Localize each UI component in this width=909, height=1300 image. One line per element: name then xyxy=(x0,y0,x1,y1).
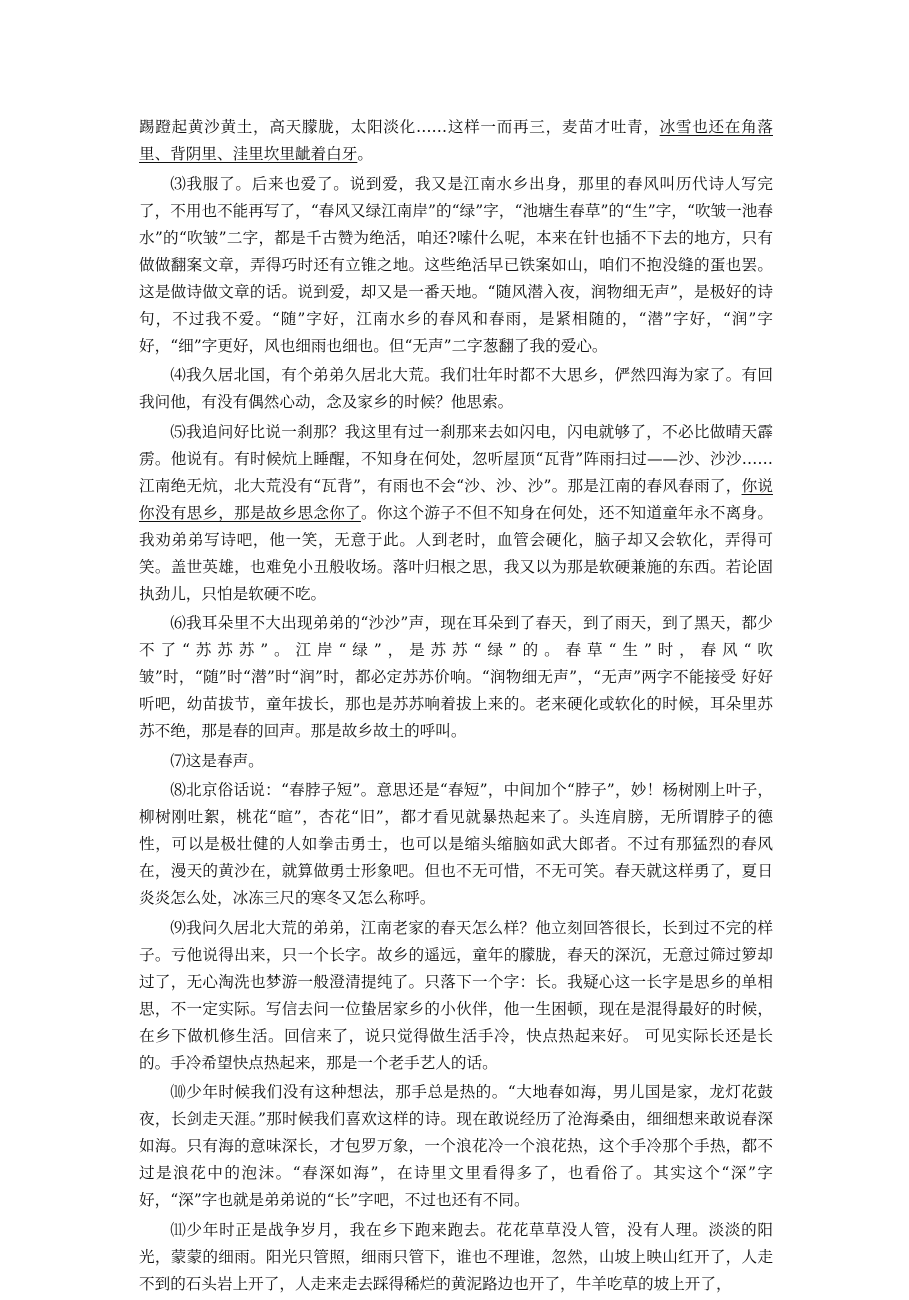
paragraph-text-end: 。 xyxy=(357,145,373,163)
paragraph-3 xyxy=(139,171,773,360)
article-body xyxy=(139,114,773,1300)
paragraph-text: ⑺这是春声。 xyxy=(170,751,264,770)
paragraph-text: ⑷我久居北国，有个弟弟久居北大荒。我们壮年时都不大思乡，俨然四海为家了。有回我问他，有没有偶然心动，念及家乡的时候？他思索。 xyxy=(139,366,773,411)
paragraph-5 xyxy=(139,419,773,608)
paragraph-text: 踢蹬起黄沙黄土，高天朦胧，太阳淡化……这样一而再三，麦苗才吐青， xyxy=(139,118,660,136)
paragraph-text: ⑶我服了。后来也爱了。说到爱，我又是江南水乡出身，那里的春风叫历代诗人写完了，不用也不能再写了，“春风又绿江南岸”的“绿”字，“池塘生春草”的“生”字，“吹皱一池春水”的“吹皱”二字，都是千古赞为绝活，咱还?嗦什么呢，本来在针也插不下去的地方，只有做做翻案文章，弄得巧时还有立锥之地。这些绝活早已铁案如山，咱们不抱没缝的蛋也罢。这是做诗做文章的话。说到爱，却又是一番天地。“随风潜入夜，润物细无声”，是极好的诗句，不过我不爱。“随”字好，江南水乡的春风和春雨，是紧相随的，“潜”字好，“润”字好，“细”字更好，风也细雨也细也。但“无声”二字葱翻了我的爱心。 xyxy=(139,174,773,355)
paragraph-text: ⑼我问久居北大荒的弟弟，江南老家的春天怎么样？他立刻回答很长，长到过不完的样子。亏他说得出来，只一个长字。故乡的遥远，童年的朦胧，春天的深沉，无意过筛过箩却过了，无心淘洗也梦游一般澄清提纯了。只落下一个字：长。我疑心这一长字是思乡的单相思，不一定实际。写信去问一位蛰居家乡的小伙伴，他一生困顿，现在是混得最好的时候，在乡下做机修生活。回信来了，说只觉得做生活手冷，快点热起来好。 可见实际长还是长的。手冷希望快点热起来，那是一个老手艺人的话。 xyxy=(139,918,773,1072)
paragraph-4 xyxy=(139,362,773,416)
paragraph-text-end: 。你这个游子不但不知身在何处，还不知道童年永不离身。我劝弟弟写诗吧，他一笑，无意于此。人到老时，血管会硬化，脑子却又会软化，弄得可笑。盖世英雄，也难免小丑般收场。落叶归根之思，我又以为那是软硬兼施的东西。若论固执劲儿，只怕是软硬不吃。 xyxy=(139,503,773,603)
underlined-sentence: 你说你没有思乡，那是故乡思念你了 xyxy=(139,476,773,522)
paragraph-text: ⑻北京俗话说：“春脖子短”。意思还是“春短”，中间加个“脖子”，妙！杨树刚上叶子，柳树刚吐絮，桃花“暄”，杏花“旧”，都才看见就暴热起来了。头连肩膀，无所谓脖子的德性，可以是极壮健的人如拳击勇士，也可以是缩头缩脑如武大郎者。不过有那猛烈的春风在，漫天的黄沙在，就算做勇士形象吧。但也不无可惜，不无可笑。春天就这样勇了，夏日炎炎怎么处，冰冻三尺的寒冬又怎么称呼。 xyxy=(139,781,773,907)
paragraph-continuation xyxy=(139,114,773,168)
paragraph-text: ⑹我耳朵里不大出现弟弟的“沙沙”声，现在耳朵到了春天，到了雨天，到了黑天，都少不了“苏苏苏”。江岸“绿”，是苏苏“绿”的。春草“生”时，春风“吹皱”时，“随”时“潜”时“润”时，都必定苏苏价响。“润物细无声”，“无声”两字不能接受 好好听吧，幼苗拔节，童年拔长，那也是苏苏响着拔上来的。老来硬化或软化的时候，耳朵里苏苏不绝，那是春的回声。那是故乡故土的呼叫。 xyxy=(139,614,773,740)
paragraph-text: ⑸我追问好比说一刹那？我这里有过一刹那来去如闪电，闪电就够了，不必比做晴天霹雳。他说有。有时候炕上睡醒，不知身在何处，忽听屋顶“瓦背”阵雨扫过——沙、沙沙……江南绝无炕，北大荒没有“瓦背”，有雨也不会“沙、沙、沙”。那是江南的春风春雨了， xyxy=(139,422,773,495)
paragraph-6 xyxy=(139,610,773,745)
paragraph-8 xyxy=(139,777,773,912)
paragraph-text: ⑾少年时正是战争岁月，我在乡下跑来跑去。花花草草没人管，没有人理。淡淡的阳光，蒙蒙的细雨。阳光只管照，细雨只管下，谁也不理谁，忽然，山坡上映山红开了，人走不到的石头岩上开了，人走来走去踩得稀烂的黄泥路边也开了，牛羊吃草的坡上开了， xyxy=(139,1220,773,1293)
paragraph-9 xyxy=(139,915,773,1077)
paragraph-10 xyxy=(139,1079,773,1214)
paragraph-7 xyxy=(139,748,773,775)
paragraph-11 xyxy=(139,1217,773,1298)
paragraph-text: ⑽少年时候我们没有这种想法，那手总是热的。“大地春如海，男儿国是家，龙灯花鼓夜，长剑走天涯。”那时候我们喜欢这样的诗。现在敢说经历了沧海桑由，细细想来敢说春深如海。只有海的意味深长，才包罗万象，一个浪花冷一个浪花热，这个手冷那个手热，都不过是浪花中的泡沫。“春深如海”，在诗里文里看得多了，也看俗了。其实这个“深”字好，“深”字也就是弟弟说的“长”字吧，不过也还有不同。 xyxy=(139,1083,773,1209)
underlined-sentence: 冰雪也还在角落里、背阴里、洼里坎里龇着白牙 xyxy=(139,118,773,163)
